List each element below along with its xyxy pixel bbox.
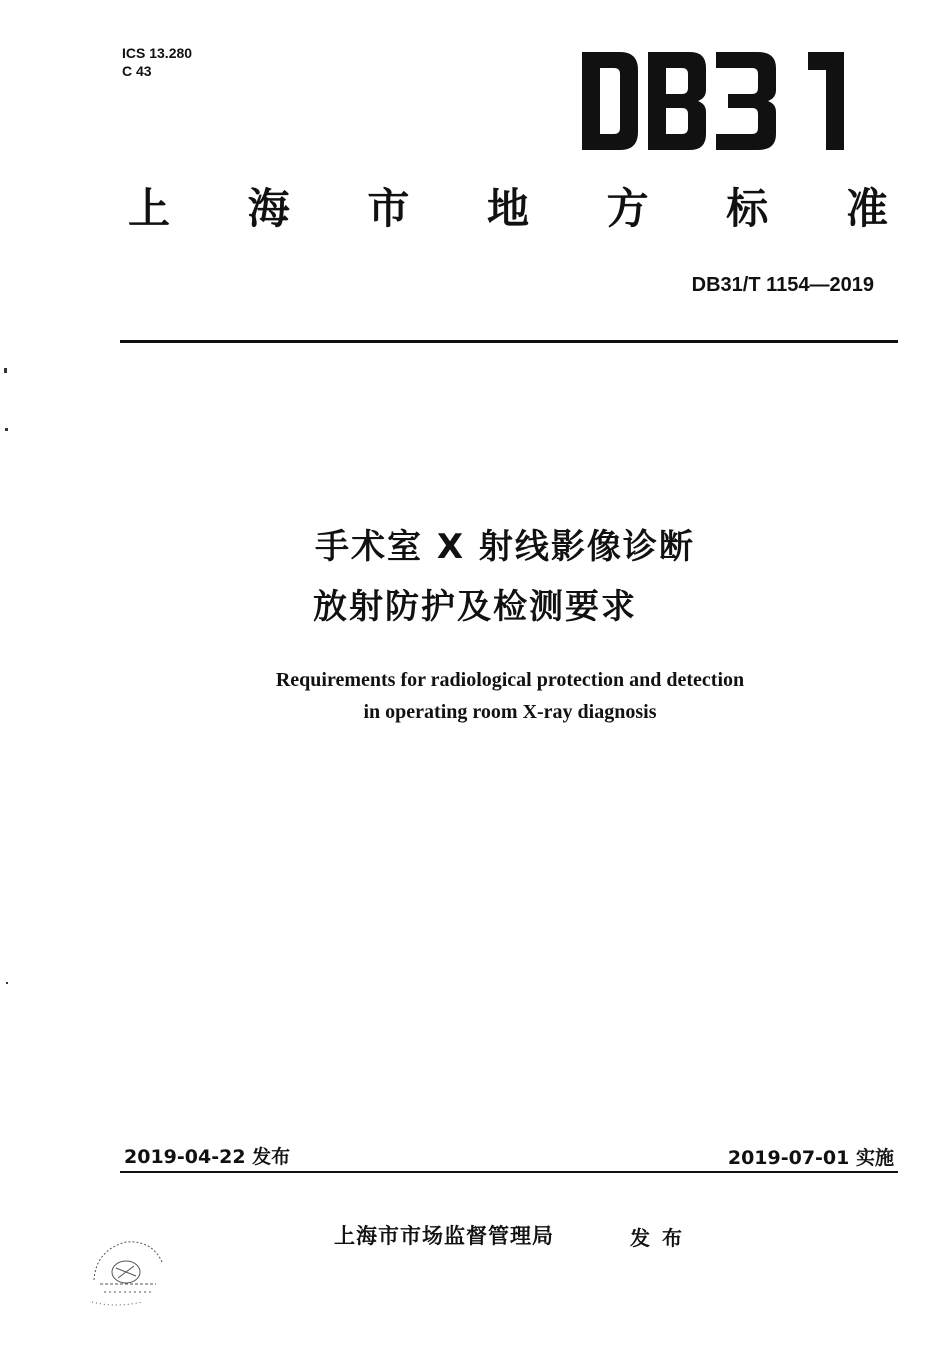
release-date: 2019-04-22 发布 <box>124 1146 291 1168</box>
distributor-stamp <box>86 1232 172 1314</box>
title-en-line2: in operating room X-ray diagnosis <box>363 701 657 723</box>
scan-speck <box>4 368 7 373</box>
category-char: 海 <box>247 184 290 233</box>
category-char: 市 <box>367 184 410 233</box>
db31-logo <box>582 52 844 150</box>
issue-label: 发布 <box>630 1226 694 1250</box>
classification-codes <box>122 44 192 80</box>
bottom-divider <box>120 1171 898 1173</box>
title-en-line1: Requirements for radiological protection and detection <box>275 669 745 691</box>
ccs-code: C 43 <box>122 63 152 79</box>
category-char: 上 <box>128 184 171 233</box>
title-cn-line2: 放射防护及检测要求 <box>313 587 637 627</box>
implementation-date: 2019-07-01 实施 <box>727 1147 894 1169</box>
category-char: 准 <box>845 184 888 233</box>
scan-speck <box>6 982 8 984</box>
standard-category-heading <box>128 182 888 236</box>
issuing-authority: 上海市市场监督管理局 <box>334 1224 554 1248</box>
category-char: 标 <box>726 184 769 233</box>
category-char: 地 <box>486 184 529 233</box>
scan-speck <box>5 428 8 431</box>
ics-code: ICS 13.280 <box>122 45 193 61</box>
top-divider <box>120 340 898 343</box>
standard-number: DB31/T 1154—2019 <box>691 274 874 296</box>
category-char: 方 <box>606 184 649 233</box>
title-cn-line1: 手术室 X 射线影像诊断 <box>315 527 695 567</box>
